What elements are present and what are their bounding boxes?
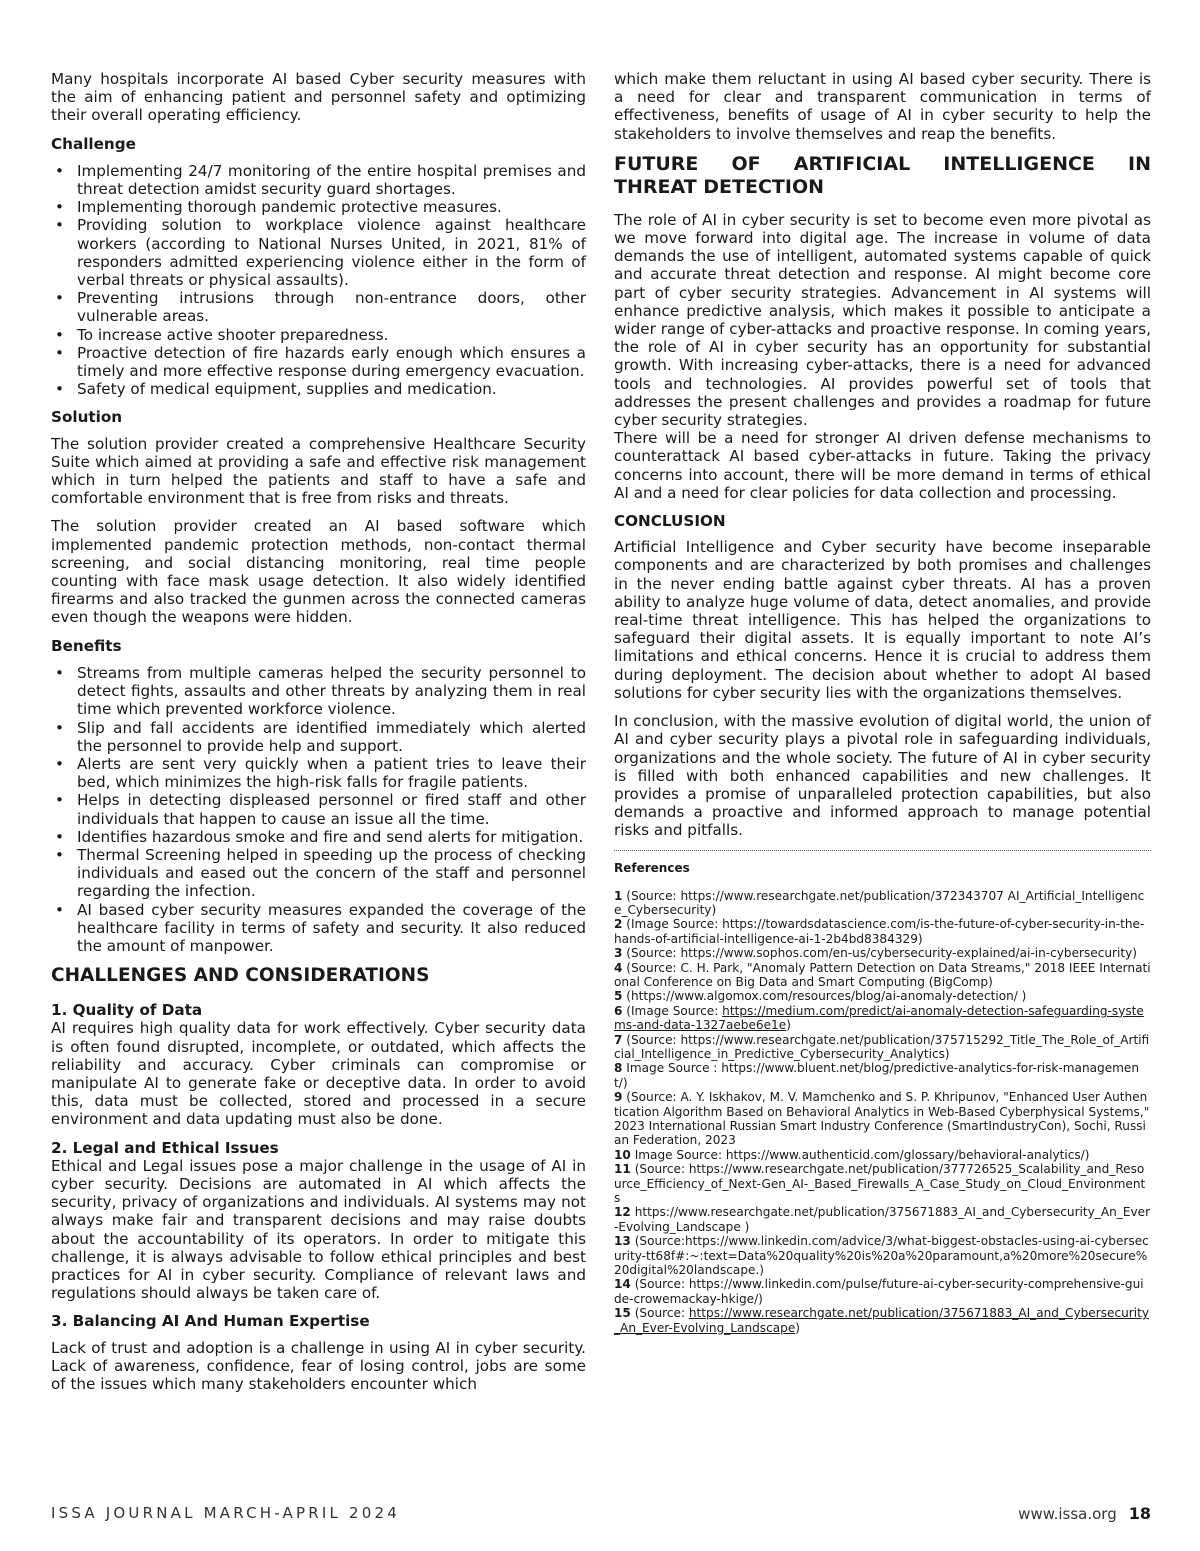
solution-heading: Solution [51, 408, 123, 427]
continued-paragraph: which make them reluctant in using AI based cyber security. There is a need for clear and transparent communication in terms of effectiveness, benefits of usage of AI in cyber security to help the stakeholders to involve themselves and reap the benefits. [614, 70, 1151, 143]
reference-item: 9 (Source: A. Y. Iskhakov, M. V. Mamchenko and S. P. Khripunov, "Enhanced User Authentication Algorithm Based on Behavioral Analytics in Web-Based Cyberphysical Systems," 2023 International Russian Smart Industry Conference (SmartIndustryCon), Sochi, Russian Federation, 2023 [614, 1090, 1150, 1148]
challenges-considerations-heading: CHALLENGES AND CONSIDERATIONS [51, 965, 430, 987]
benefits-list [51, 664, 586, 955]
list-item: • Streams from multiple cameras helped the security personnel to detect fights, assaults and other threats by analyzing them in real time which prevented workforce violence. [77, 664, 586, 719]
solution-paragraph-1: The solution provider created a comprehensive Healthcare Security Suite which aimed at providing a safe and effective risk management which in turn helped the patients and staff to have a safe and comfortable environment that is free from risks and threats. [51, 434, 586, 508]
list-item: • Proactive detection of fire hazards early enough which ensures a timely and more effective response during emergency evacuation. [77, 344, 586, 380]
list-item: • AI based cyber security measures expanded the coverage of the healthcare facility in terms of safety and security. It also reduced the amount of manpower. [77, 901, 586, 956]
list-item: • Implementing 24/7 monitoring of the entire hospital premises and threat detection amidst security guard shortages. [77, 162, 586, 198]
list-item: • Preventing intrusions through non-entrance doors, other vulnerable areas. [77, 289, 586, 325]
references-heading: References [614, 860, 690, 875]
reference-item: 11 (Source: https://www.researchgate.net/publication/377726525_Scalability_and_Resource_Efficiency_of_Next-Gen_AI-_Based_Firewalls_A_Case_Study_on_Cloud_Environments [614, 1162, 1146, 1206]
page-number: 18 [1128, 1504, 1151, 1523]
right-column [614, 70, 1151, 1335]
challenge-list [51, 162, 586, 399]
reference-link[interactable]: https://www.researchgate.net/publication/375671883_AI_and_Cybersecurity_An_Ever-Evolving_Landscape [614, 1306, 1149, 1335]
legal-ethical-text: Ethical and Legal issues pose a major challenge in the usage of AI in cyber security. Decisions are automated in AI which affects the security, privacy of organizations and individuals. AI systems may not always make fair and transparent decisions and may raise doubts about the accountability of its operators. In order to mitigate this challenge, it is always advisable to follow ethical principles and best practices for AI in cyber security. Compliance of relevant laws and regulations should always be taken care of. [51, 1156, 586, 1303]
reference-item: 1 (Source: https://www.researchgate.net/publication/372343707 AI_Artificial_Intelligence_Cybersecurity) [614, 888, 1145, 917]
future-paragraph-2: There will be a need for stronger AI driven defense mechanisms to counterattack AI based cyber-attacks in future. Taking the privacy concerns into account, there will be more demand in terms of ethical AI and a need for clear policies for data collection and processing. [614, 429, 1151, 502]
quality-of-data-heading: 1. Quality of Data [51, 1001, 203, 1020]
reference-item: 14 (Source: https://www.linkedin.com/pulse/future-ai-cyber-security-comprehensive-guide-crowemackay-hkige/) [614, 1277, 1144, 1306]
footer-journal: ISSA JOURNAL MARCH-APRIL 2024 [51, 1504, 400, 1522]
reference-item: 10 Image Source: https://www.authenticid.com/glossary/behavioral-analytics/) [614, 1147, 1090, 1162]
page-body [51, 70, 1151, 1485]
reference-item: 15 (Source: https://www.researchgate.net/publication/375671883_AI_and_Cybersecurity_An_Ever-Evolving_Landscape) [614, 1306, 1149, 1335]
reference-item: 12 https://www.researchgate.net/publication/375671883_AI_and_Cybersecurity_An_Ever-Evolving_Landscape ) [614, 1205, 1151, 1234]
intro-paragraph: Many hospitals incorporate AI based Cyber security measures with the aim of enhancing patient and personnel safety and optimizing their overall operating efficiency. [51, 70, 586, 125]
references-divider [614, 850, 1151, 851]
reference-item: 3 (Source: https://www.sophos.com/en-us/cybersecurity-explained/ai-in-cybersecurity) [614, 946, 1138, 961]
balancing-heading: 3. Balancing AI And Human Expertise [51, 1312, 370, 1331]
reference-item: 13 (Source:https://www.linkedin.com/advice/3/what-biggest-obstacles-using-ai-cybersecurity-tt68f#:~:text=Data%20quality%20is%20a%20paramount,a%20more%20secure%20digital%20landscape.) [614, 1234, 1149, 1278]
future-heading-line-1: FUTURE OF ARTIFICIAL INTELLIGENCE IN [614, 152, 1151, 175]
conclusion-paragraph-1: Artificial Intelligence and Cyber security have become inseparable components and are characterized by both promises and challenges in the never ending battle against cyber threats. AI has a proven ability to analyze huge volume of data, detect anomalies, and provide real-time threat intelligence. This has helped the organizations to safeguard their digital assets. It is equally important to note AI’s limitations and ethical concerns. Hence it is crucial to address them during deployment. The decision about whether to adopt AI based solutions for cyber security lies with the organizations themselves. [614, 538, 1151, 702]
challenge-heading: Challenge [51, 134, 136, 153]
footer-right [1018, 1504, 1151, 1523]
legal-ethical-heading: 2. Legal and Ethical Issues [51, 1138, 279, 1157]
reference-item: 6 (Image Source: https://medium.com/predict/ai-anomaly-detection-safeguarding-systems-and-data-1327aebe6e1e) [614, 1003, 1144, 1033]
list-item: • Safety of medical equipment, supplies and medication. [77, 380, 586, 398]
list-item: • Slip and fall accidents are identified immediately which alerted the personnel to provide help and support. [77, 719, 586, 755]
list-item: • Identifies hazardous smoke and fire and send alerts for mitigation. [77, 828, 586, 846]
reference-item: 5 (https://www.algomox.com/resources/blog/ai-anomaly-detection/ ) [614, 989, 1027, 1004]
list-item: • Providing solution to workplace violence against healthcare workers (according to National Nurses United, in 2021, 81% of responders admitted experiencing violence either in the form of verbal threats or physical assaults). [77, 216, 586, 289]
conclusion-paragraph-2: In conclusion, with the massive evolution of digital world, the union of AI and cyber security plays a pivotal role in safeguarding individuals, organizations and the whole society. The future of AI in cyber security is filled with both enhanced capabilities and new challenges. It provides a promise of unparalleled protection capabilities, but also demands a proactive and informed approach to manage potential risks and pitfalls. [614, 712, 1151, 840]
references-list [614, 889, 1151, 1336]
reference-item: 4 (Source: C. H. Park, "Anomaly Pattern Detection on Data Streams," 2018 IEEE International Conference on Big Data and Smart Computing (BigComp) [614, 960, 1151, 989]
reference-link[interactable]: https://medium.com/predict/ai-anomaly-detection-safeguarding-systems-and-data-1327aebe6e1e [614, 1003, 1144, 1033]
list-item: • Alerts are sent very quickly when a patient tries to leave their bed, which minimizes the high-risk falls for fragile patients. [77, 755, 586, 791]
list-item: • To increase active shooter preparedness. [77, 326, 586, 344]
list-item: • Helps in detecting displeased personnel or fired staff and other individuals that happen to cause an issue all the time. [77, 791, 586, 827]
list-item: • Thermal Screening helped in speeding up the process of checking individuals and eased out the concern of the staff and personnel regarding the infection. [77, 846, 586, 901]
solution-paragraph-2: The solution provider created an AI based software which implemented pandemic protection methods, non-contact thermal screening, and social distancing monitoring, real time people counting with face mask usage detection. It also widely identified firearms and also tracked the gunmen across the connected cameras even though the weapons were hidden. [51, 517, 586, 627]
reference-item: 2 (Image Source: https://towardsdatascience.com/is-the-future-of-cyber-security-in-the-hands-of-artificial-intelligence-ai-1-2b4bd8384329) [614, 917, 1145, 946]
list-item: • Implementing thorough pandemic protective measures. [77, 198, 586, 216]
conclusion-heading: CONCLUSION [614, 512, 726, 531]
reference-item: 7 (Source: https://www.researchgate.net/publication/375715292_Title_The_Role_of_Artificial_Intelligence_in_Predictive_Cybersecurity_Analytics) [614, 1032, 1150, 1061]
left-column [51, 70, 586, 1403]
footer-site-link[interactable]: www.issa.org [1018, 1505, 1117, 1523]
benefits-heading: Benefits [51, 636, 122, 655]
future-paragraph-1: The role of AI in cyber security is set to become even more pivotal as we move forward into digital age. The increase in volume of data demands the use of intelligent, automated systems capable of quick and accurate threat detection and response. AI might become core part of cyber security strategies. Advancement in AI systems will enhance predictive analysis, which makes it possible to anticipate a wider range of cyber-attacks and proactive response. In coming years, the role of AI in cyber security has an opportunity for substantial growth. With increasing cyber-attacks, there is a need for advanced tools and technologies. AI provides powerful set of tools that addresses the present challenges and provides a roadmap for future cyber security strategies. [614, 210, 1151, 430]
reference-item: 8 Image Source : https://www.bluent.net/blog/predictive-analytics-for-risk-management/) [614, 1061, 1140, 1090]
quality-of-data-text: AI requires high quality data for work effectively. Cyber security data is often found disrupted, incomplete, or outdated, which affects the reliability and accuracy. Cyber criminals can compromise or manipulate AI to generate fake or deceptive data. In order to avoid this, data must be collected, stored and processed in a secure environment and data updating must also be done. [51, 1019, 586, 1129]
future-heading-line-2: THREAT DETECTION [614, 175, 824, 198]
balancing-text: Lack of trust and adoption is a challenge in using AI in cyber security. Lack of awareness, confidence, fear of losing control, jobs are some of the issues which many stakeholders encounter which [51, 1338, 586, 1393]
